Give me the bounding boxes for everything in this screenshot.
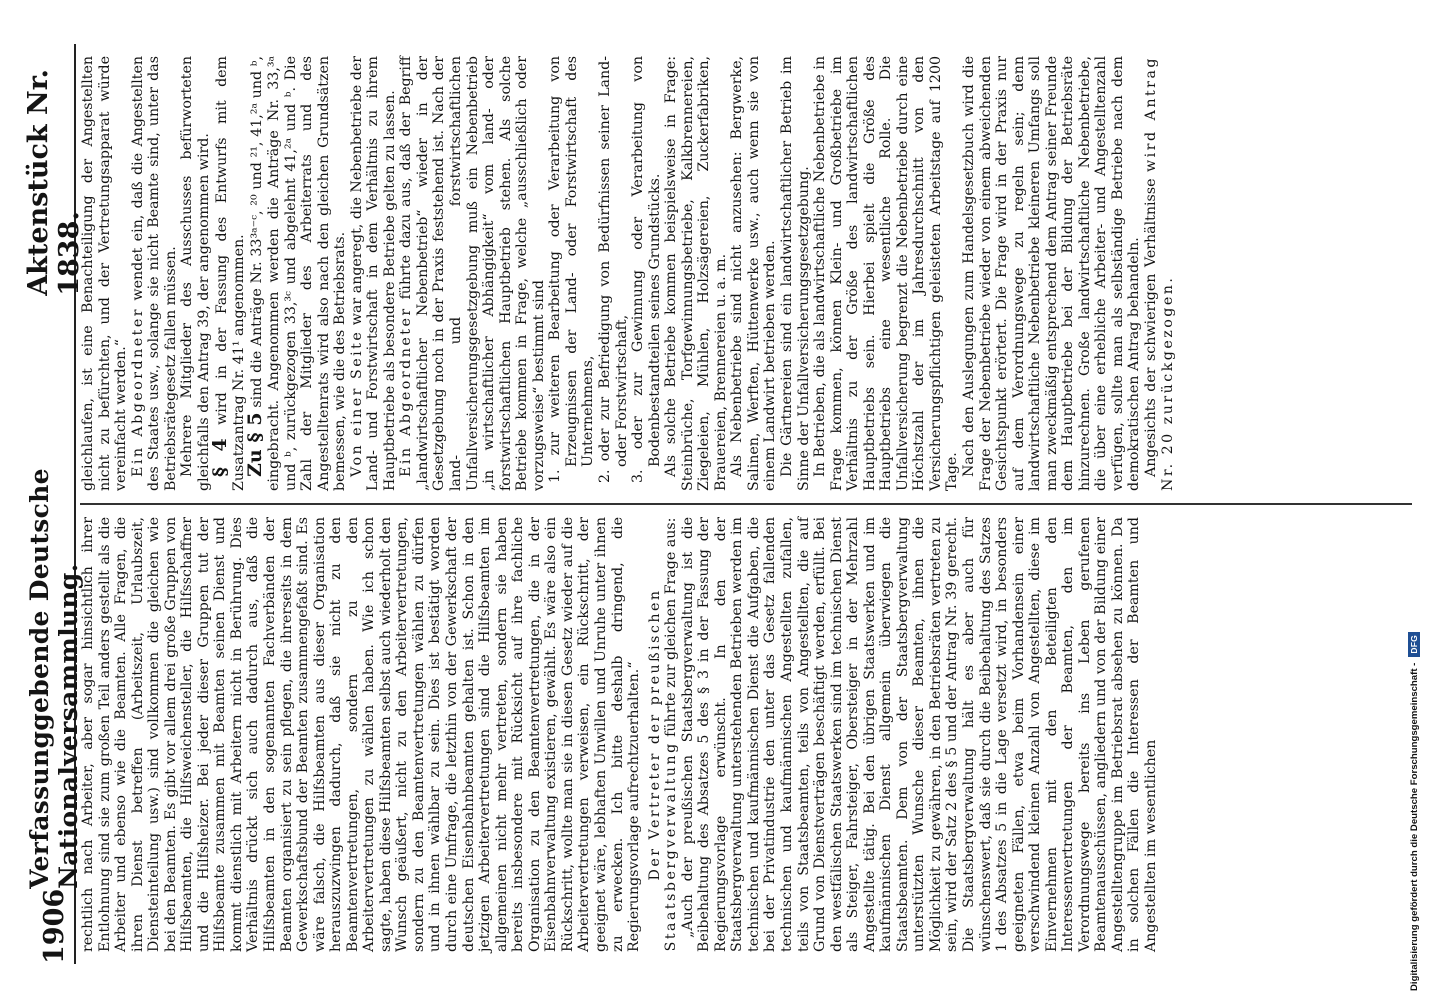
section-heading: Zu § 5 <box>244 412 267 477</box>
paragraph: Als Nebenbetriebe sind nicht anzusehen: Bergwerke, Salinen, Werften, Hüttenwerke usw., auch wenn sie von einem Landwirt betrieben werden. <box>729 56 779 491</box>
document-number: Aktenstück Nr. 1838. <box>23 69 85 296</box>
paragraph <box>398 56 547 491</box>
paragraph-text-spaced: wird Antrag Nr. 20 zurückgezogen. <box>1143 56 1176 491</box>
running-title: Verfassunggebende Deutsche Nationalversammlung. <box>25 468 83 889</box>
paragraph: Nach den Auslegungen zum Handelsgesetzbuch wird die Frage der Nebenbetriebe wieder von einem abweichenden Gesichtspunkt erörtert. Die Frage wird in der Praxis nur auf dem Verordnungswege zu regeln sein; denn landwirtschaftliche Nebenbetriebe kleineren Umfangs soll man zweckmäßig entsprechend dem Antrag seiner Freunde dem Hauptbetriebe bei der Bildung der Betriebsräte hinzurechnen. Große landwirtschaftliche Nebenbetriebe, die über eine erhebliche Arbeiter- und Angestelltenzahl verfügen, sollte man als selbständige Betriebe nach dem demokratischen Antrag behandeln. <box>960 56 1143 491</box>
list-item: 1. zur weiteren Bearbeitung oder Verarbeitung von Erzeugnissen der Land- oder Forstwirtschaft des Unternehmens, <box>547 56 597 483</box>
paragraph <box>1143 56 1176 491</box>
paragraph: „Auch der preußischen Staatsbergverwaltung ist die Beibehaltung des Absatzes 5 des § 3 in der Fassung der Regierungsvorlage erwünscht. In den der Staatsbergverwaltung unterstehenden Betrieben werden im technischen und kaufmännischen Dienst die Aufgaben, die bei der Privatindustrie den unter das Gesetz fallenden technischen und kaufmännischen Angestellten zufallen, teils von Staatsbeamten, teils von Angestellten, die auf Grund von Dienstverträgen beschäftigt werden, erfüllt. Bei den westfälischen Staatswerken sind im technischen Dienst als Steiger, Fahrsteiger, Obersteiger in der Mehrzahl Angestellte tätig. Bei den übrigen Staatswerken und im kaufmännischen Dienst allgemein überwiegen die Staatsbeamten. Dem von der Staatsbergverwaltung unterstützten Wunsche dieser Beamten, ihnen die Möglichkeit zu gewähren, in den Betriebsräten vertreten zu sein, wird der Satz 2 des § 5 und der Antrag Nr. 39 gerecht. Die Staatsbergverwaltung hält es aber auch für wünschenswert, daß sie durch die Beibehaltung des Satzes 1 des Absatzes 5 in die Lage versetzt wird, in besonders geeigneten Fällen, etwa beim Vorhandensein einer verschwindend kleinen Anzahl von Angestellten, diese im Einvernehmen mit den Beteiligten den Interessenvertretungen der Beamten, den im Verordnungswege bereits ins Leben gerufenen Beamtenausschüssen, angliedern und von der Bildung einer Angestelltengruppe im Betriebsrat absehen zu können. Da in solchen Fällen die Interessen der Beamten und Angestellten im wesentlichen <box>679 517 1159 952</box>
paragraph: Als solche Betriebe kommen beispielsweise in Frage: Steinbrüche, Torfgewinnungsbetriebe, Kalkbrennereien, Ziegeleien, Mühlen, Holzsägereien, Zuckerfabriken, Brauereien, Brennereien u. a. m. <box>663 56 729 491</box>
paragraph-text: war angeregt, die Nebenbetriebe der Land- und Forstwirtschaft in dem Verhältnis zu ihrem Hauptbetriebe als besondere Betriebe gelten zu lassen. <box>348 55 398 491</box>
paragraph: rechtlich nach Arbeiter, aber sogar hinsichtlich ihrer Entlohnung sind sie zum großen Teil anders gestellt als die Arbeiter und ebenso wie die Beamten. Alle Fragen, die ihren Dienst betreffen (Arbeitszeit, Urlaubszeit, Diensteinteilung usw.) sind vollkommen die gleichen wie bei den Beamten. Es gibt vor allem drei große Gruppen von Hilfsbeamten, die Hilfsweichensteller, die Hilfsschaffner und die Hilfsheizer. Bei jeder dieser Gruppen tut der Hilfsbeamte zusammen mit Beamten seinen Dienst und kommt dienstlich mit Arbeitern nicht in Berührung. Dies Verhältnis drückt sich auch dadurch aus, daß die Hilfsbeamten in den sogenannten Fachverbänden der Beamten organisiert zu sein pflegen, die ihrerseits in dem Gewerkschaftsbund der Beamten zusammengefaßt sind. Es wäre falsch, die Hilfsbeamten aus dieser Organisation herauszuzwingen dadurch, daß sie nicht zu den Beamtenvertretungen, sondern zu den Arbeitervertretungen zu wählen haben. Wie ich schon sagte, haben diese Hilfsbeamten selbst auch wiederholt den Wunsch geäußert, nicht zu den Arbeitervertretungen, sondern zu den Beamtenvertretungen wählen zu dürfen und in ihnen wählbar zu sein. Dies ist bestätigt worden durch eine Umfrage, die letzthin von der Gewerkschaft der deutschen Eisenbahnbeamten gehalten ist. Schon in den jetzigen Arbeitervertretungen sind die Hilfsbeamten im allgemeinen nicht mehr vertreten, sondern sie haben bereits insbesondere mit Rücksicht auf ihre fachliche Organisation zu den Beamtenvertretungen, die in der Eisenbahnverwaltung existieren, gewählt. Es wäre also ein Rückschritt, wollte man sie in diesen Gesetz wieder auf die Arbeitervertretungen verweisen, ein Rückschritt, der geeignet wäre, lebhaften Unwillen und Unruhe unter ihnen zu erwecken. Ich bitte deshalb dringend, die Regierungsvorlage aufrechtzuerhalten.“ <box>80 517 643 952</box>
paragraph <box>244 56 349 491</box>
paragraph-text: wird in der Fassung des Entwurfs mit dem Zusatzantrag Nr. 41¹ angenommen. <box>214 56 247 491</box>
paragraph-text: Angesichts der schwierigen Verhältnisse <box>1143 178 1159 477</box>
speaker-lead: Ein Abgeordneter <box>129 306 146 477</box>
paragraph: Die Gärtnereien sind ein landwirtschaftlicher Betrieb im Sinne der Unfallversicherungsgesetzgebung. <box>778 56 812 491</box>
paragraph-text: wendet ein, daß die Angestellten des Staates usw., solange sie nicht Beamte sind, unter das Betriebsrätegesetz fallen müssen. <box>129 56 179 491</box>
paragraph-text: führte dazu aus, daß der Begriff „landwirtschaftlicher Nebenbetrieb“ wieder in der Gesetzgebung noch in der Praxis feststehend ist. Nach der land- und forstwirtschaftlichen Unfallversicherungsgesetzgebung muß ein Nebenbetrieb „in wirtschaftlicher Abhängigkeit“ vom land- oder forstwirtschaftlichen Hauptbetrieb stehen. Als solche Betriebe kommen in Frage, welche „ausschließlich oder vorzugsweise“ bestimmt sind <box>398 55 547 491</box>
text-columns <box>80 44 1412 964</box>
speaker-lead: Von einer Seite <box>348 329 365 477</box>
left-column <box>80 505 1412 964</box>
credit-text: Digitalisierung gefördert durch die Deutsche Forschungsgemeinschaft - <box>1408 662 1420 991</box>
speaker-lead: Der Vertreter der preußischen Staatsbergverwaltung <box>646 588 680 952</box>
paragraph: Mehrere Mitglieder des Ausschusses befürworteten gleichfalls den Antrag 39, der angenommen wird. <box>179 56 212 491</box>
list-item: 3. oder zur Gewinnung oder Verarbeitung von Bodenbestandteilen seines Grundstücks. <box>630 56 663 483</box>
paragraph <box>209 56 247 491</box>
paragraph: gleichlaufen, ist eine Benachteiligung der Angestellten nicht zu befürchten, und der Vertretungsapparat würde vereinfacht werden.“ <box>80 56 130 491</box>
paragraph <box>349 56 399 491</box>
enumerated-list <box>547 56 663 491</box>
digitization-credit <box>1408 632 1420 991</box>
page-number: 1906 <box>38 888 70 964</box>
paragraph-lead <box>647 517 680 952</box>
right-column <box>80 44 1412 503</box>
paragraph-text: sind die Anträge Nr. 33³ᵃ⁻ᶜ, ²⁰ und ²¹, 41,²ᵃ und ᵇ, eingebracht. Angenommen werden die Anträge Nr. 33,³ᵃ und ᵇ, zurückgezogen 33,³ᶜ und abgelehnt 41,²ᵃ und ᵇ. Die Zahl der Mitglieder des Arbeiterrats und des Angestelltenrats wird also nach den gleichen Grundsätzen bemessen, wie die des Betriebsrats. <box>249 56 349 491</box>
speaker-lead: Ein Abgeordneter <box>398 306 415 477</box>
paragraph-text: führte zur gleichen Frage aus: <box>663 517 680 737</box>
paragraph: In Betrieben, die als landwirtschaftliche Nebenbetriebe in Frage kommen, können Klein- und Großbetriebe im Verhältnis zu der Größe des landwirtschaftlichen Hauptbetriebs sein. Hierbei spielt die Größe des Hauptbetriebs eine wesentliche Rolle. Die Unfallversicherung begrenzt die Nebenbetriebe durch eine Höchstzahl der im Jahresdurchschnitt von den Versicherungspflichtigen geleisteten Arbeitstage auf 1200 Tage. <box>812 56 961 491</box>
paragraph <box>130 56 180 491</box>
rotated-document-page <box>22 24 1422 984</box>
dfg-logo: DFG <box>1408 632 1420 657</box>
page-header <box>23 44 85 964</box>
column-divider <box>80 503 1412 505</box>
section-heading: § 4 <box>209 438 232 477</box>
list-item: 2. oder zur Befriedigung von Bedürfnissen seiner Land- oder Forstwirtschaft, <box>596 56 630 483</box>
